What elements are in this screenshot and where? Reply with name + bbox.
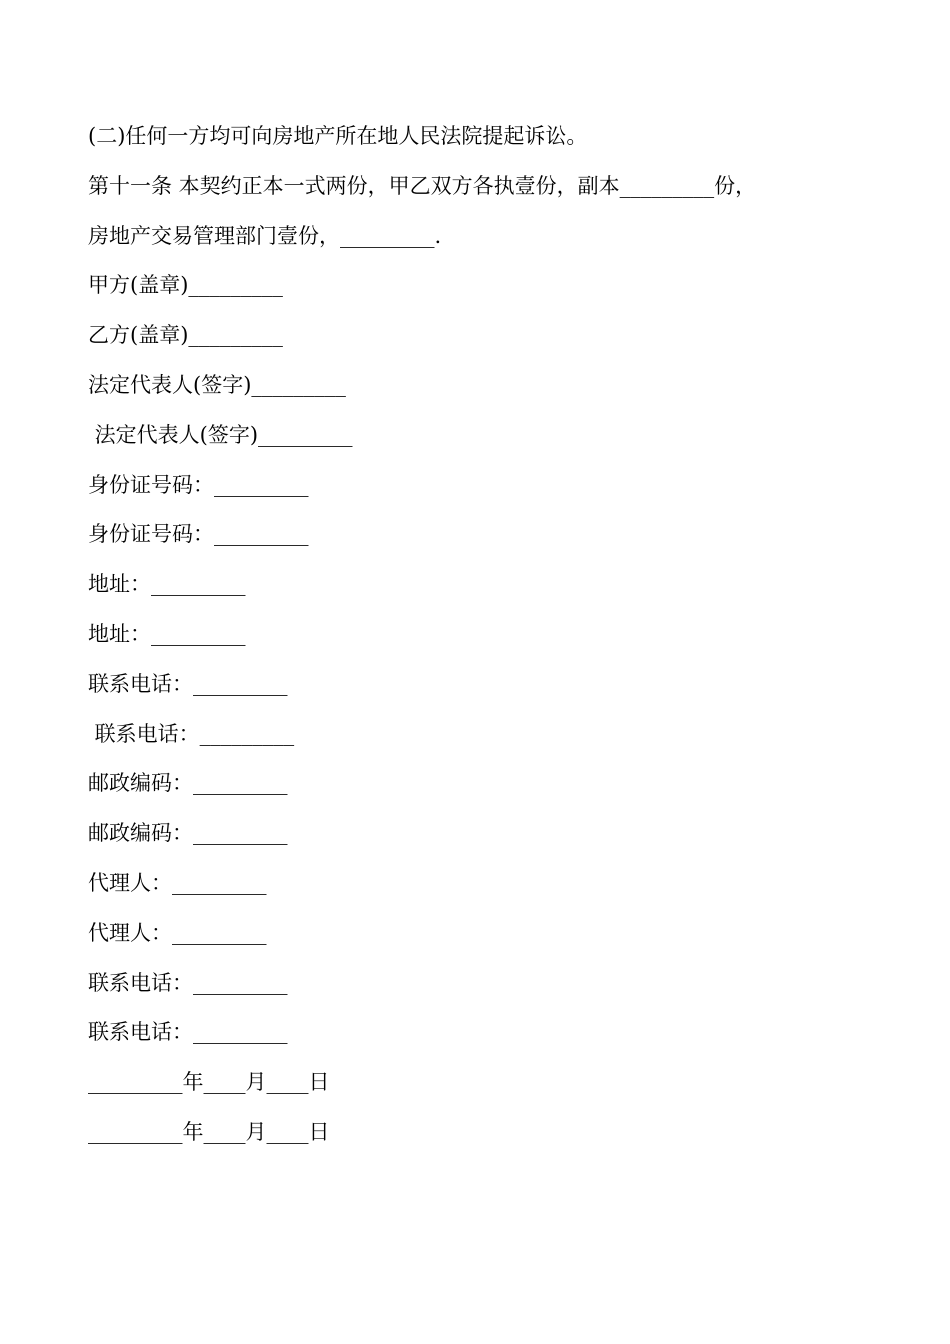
article-eleven-line-1: 第十一条 本契约正本一式两份，甲乙双方各执壹份，副本_________份， — [88, 173, 757, 198]
party-a-legal-representative: 法定代表人(签字)_________ — [88, 372, 346, 397]
party-b-seal: 乙方(盖章)_________ — [88, 323, 283, 348]
party-a-postal-code: 邮政编码：_________ — [88, 771, 288, 796]
party-b-postal-code: 邮政编码：_________ — [88, 821, 288, 846]
party-a-seal: 甲方(盖章)_________ — [88, 273, 283, 298]
party-b-phone: 联系电话：_________ — [88, 721, 295, 746]
litigation-clause: (二)任何一方均可向房地产所在地人民法院提起诉讼。 — [88, 124, 588, 148]
party-b-agent: 代理人：_________ — [88, 920, 267, 945]
party-b-date: _________年____月____日 — [88, 1119, 330, 1144]
party-a-date: _________年____月____日 — [88, 1070, 330, 1095]
party-a-phone: 联系电话：_________ — [88, 671, 288, 696]
article-eleven-line-2: 房地产交易管理部门壹份，_________. — [88, 223, 442, 248]
party-b-agent-phone: 联系电话：_________ — [88, 1020, 288, 1045]
party-b-id-number: 身份证号码：_________ — [88, 522, 309, 547]
party-b-address: 地址：_________ — [88, 621, 246, 646]
party-a-agent-phone: 联系电话：_________ — [88, 970, 288, 995]
party-a-address: 地址：_________ — [88, 572, 246, 597]
contract-body — [88, 112, 868, 1158]
party-b-legal-representative: 法定代表人(签字)_________ — [88, 422, 353, 447]
party-a-agent: 代理人：_________ — [88, 870, 267, 895]
party-a-id-number: 身份证号码：_________ — [88, 472, 309, 497]
